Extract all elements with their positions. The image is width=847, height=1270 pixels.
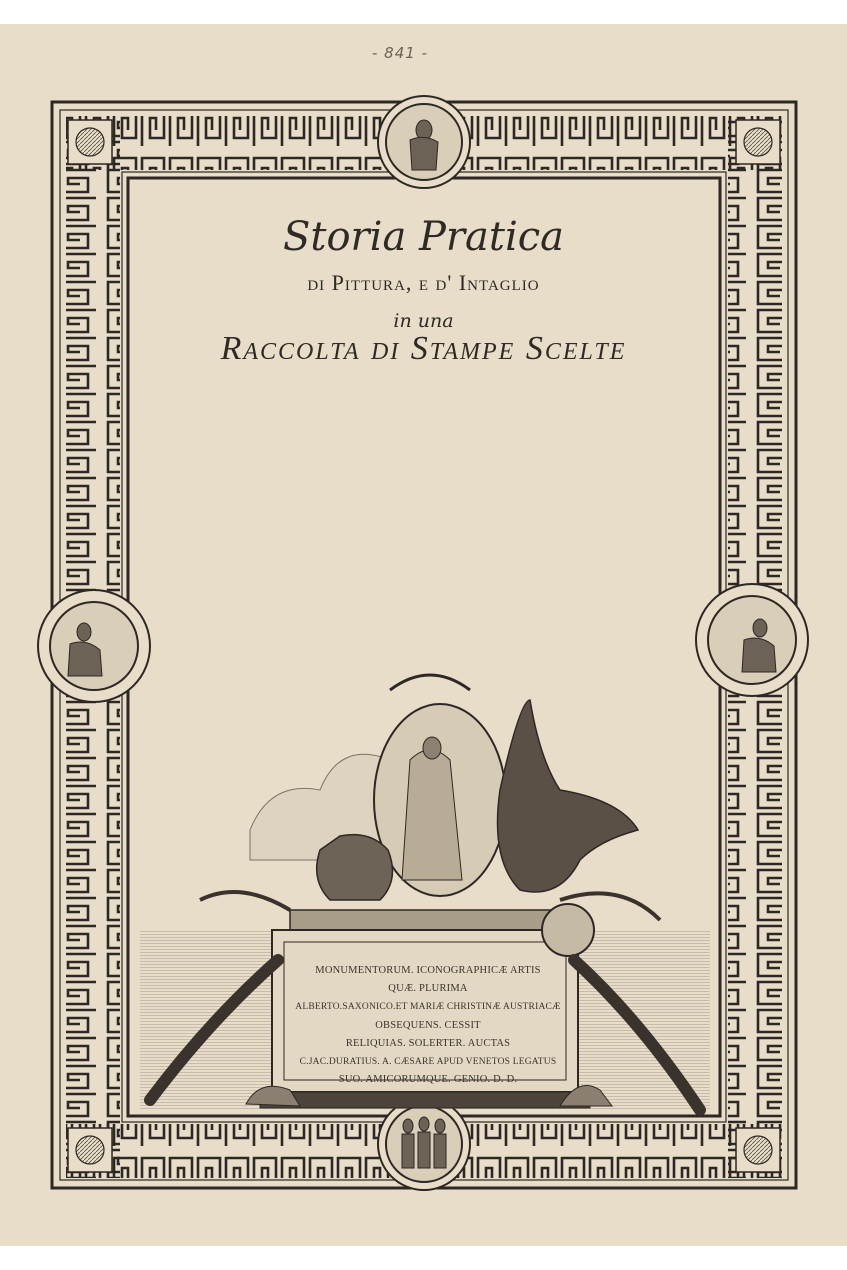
inscription-line: OBSEQUENS. CESSIT: [375, 1019, 481, 1031]
title-storia-pratica: Storia Pratica: [282, 214, 565, 260]
inscription-line: RELIQUIAS. SOLERTER. AUCTAS: [345, 1037, 511, 1049]
inscription-line: MONUMENTORUM. ICONOGRAPHICÆ ARTIS: [315, 965, 541, 976]
pencil-page-number: - 841 -: [372, 44, 428, 62]
title-connector: in una: [393, 310, 454, 332]
title-raccolta: Raccolta di Stampe Scelte: [220, 330, 627, 367]
inscription-line: C.JAC.DURATIUS. A. CÆSARE APUD VENETOS LEGATUS: [299, 1057, 557, 1068]
inscription-line: QUÆ. PLURIMA: [388, 983, 468, 995]
inscription-line: ALBERTO.SAXONICO.ET MARIÆ CHRISTINÆ AUSTRIACÆ: [295, 1002, 561, 1013]
title-subtitle: di Pittura, e d' Intaglio: [307, 270, 540, 295]
monument-inscription: [292, 962, 564, 1089]
inscription-line: SUO. AMICORUMQUE. GENIO. D. D.: [338, 1074, 518, 1086]
